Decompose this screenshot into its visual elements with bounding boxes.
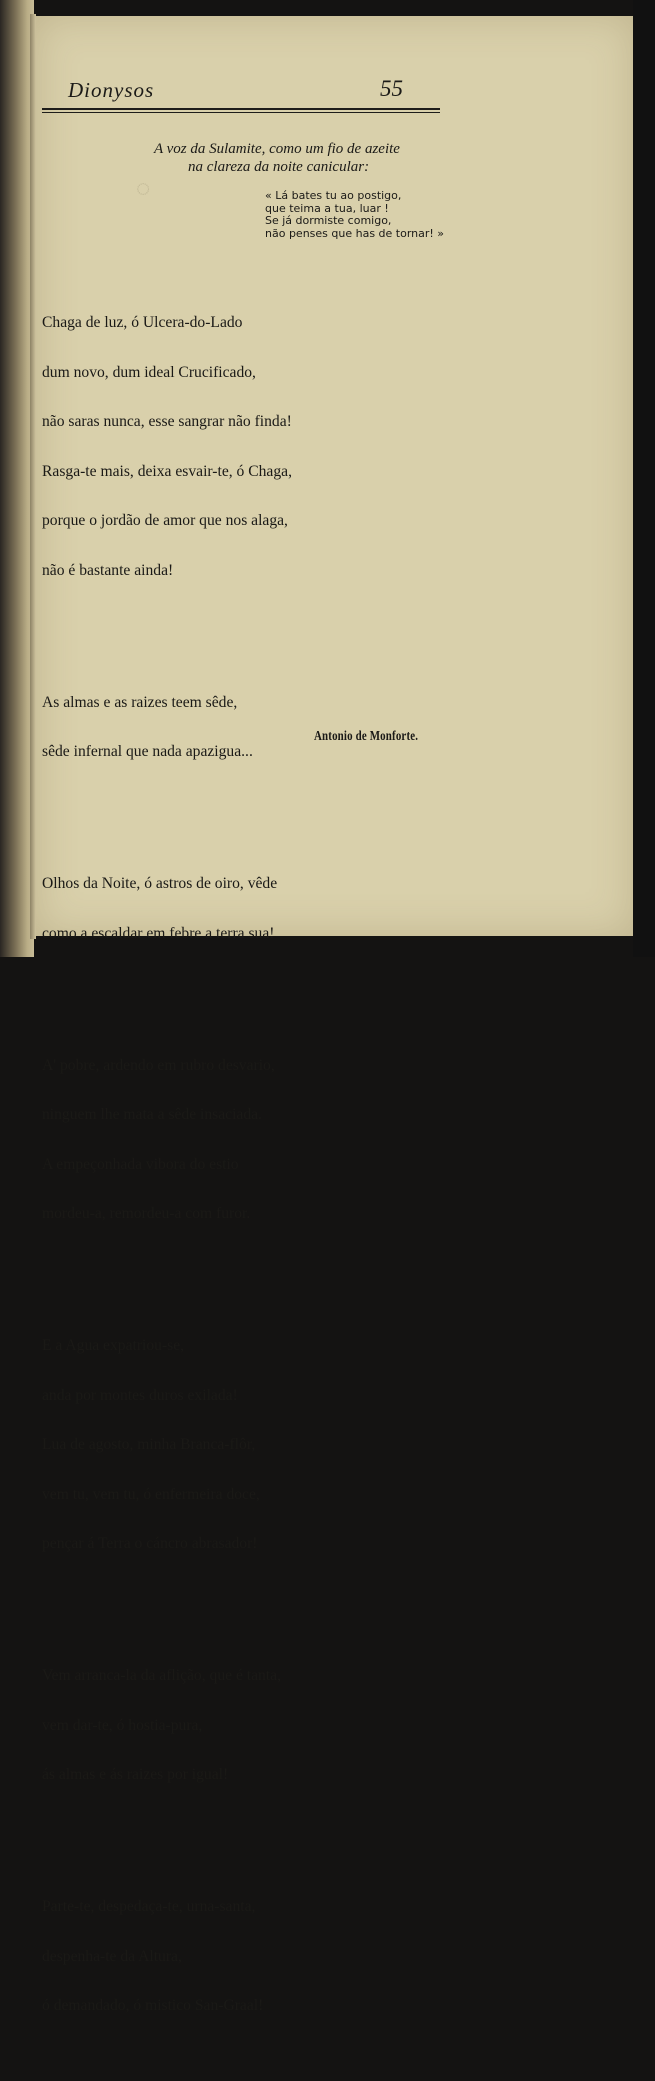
quote-line: « Lá bates tu ao postigo,: [265, 189, 402, 202]
quoted-verse: [265, 190, 444, 240]
epigraph-line: A voz da Sulamite, como um fio de azeite: [154, 141, 400, 157]
epigraph: [154, 140, 400, 176]
stanza: [42, 1635, 292, 1817]
epigraph-line: na clareza da noite canicular:: [188, 159, 370, 175]
verse-line: dum novo, dum ideal Crucificado,: [42, 363, 256, 381]
stanza: [42, 1305, 292, 1586]
verse-line: como a escaldar em febre a terra sua!: [42, 924, 275, 942]
verse-line: anda por montes duros exilada!: [42, 1386, 238, 1404]
stanza: [42, 662, 292, 794]
verse-line: ás almas e ás raizes por igual!: [42, 1766, 229, 1783]
verse-line: Olhos da Noite, ó astros de oiro, vêde: [42, 875, 278, 892]
author-signature: Antonio de Monforte.: [314, 729, 419, 744]
verse-line: mordeu-a, remordeu-a com furor.: [42, 1205, 251, 1222]
verse-line: porque o jordão de amor que nos alaga,: [42, 512, 288, 529]
verse-line: ninguem lhe mata a sêde insaciada.: [42, 1106, 262, 1123]
quote-line: não penses que has de tornar! »: [265, 226, 445, 240]
verse-line: pençar á Terra o cáncro abrasador!: [42, 1535, 258, 1552]
verse-line: As almas e as raizes teem sêde,: [42, 693, 238, 711]
verse-line: vem tu, vem tu, ó enfermeira doce,: [42, 1485, 260, 1503]
verse-line: não é bastante ainda!: [42, 561, 174, 579]
verse-line: A empeçonhada vibora do estio: [42, 1155, 239, 1173]
running-title: Dionysos: [68, 78, 155, 102]
verse-line: despenha-te da Altura,: [42, 1947, 182, 1965]
book-spine: [0, 0, 34, 957]
stanza: [42, 1866, 292, 2048]
quote-line: Se já dormiste comigo,: [265, 214, 392, 227]
verse-line: Chaga de luz, ó Ulcera-do-Lado: [42, 314, 243, 331]
poem-body: [42, 249, 292, 2081]
verse-line: Rasga-te mais, deixa esvair-te, ó Chaga,: [42, 462, 292, 480]
stanza: [42, 1025, 292, 1256]
quote-line: que teima a tua, luar !: [265, 201, 389, 215]
verse-line: Vem arranca-la da aflição, que é tanta,: [42, 1667, 281, 1684]
header-rule-thick: [42, 108, 440, 110]
verse-line: vem dar-te, ó hostia-pura,: [42, 1716, 203, 1734]
header-rule-thin: [42, 112, 440, 113]
stanza: [42, 282, 292, 612]
bleed-through: ◌: [136, 176, 151, 202]
verse-line: A' pobre, ardendo em rubro desvario,: [42, 1056, 275, 1074]
verse-line: E a Agua expatriou-se,: [42, 1337, 185, 1354]
verse-line: Parte-te, despedaça-te, urna-santa,: [42, 1898, 256, 1915]
stanza: [42, 843, 292, 975]
verse-line: Lua de agosto, minha Branca-flôr,: [42, 1436, 256, 1453]
verse-line: ó demandado, ó mistico San-Graal!: [42, 1997, 264, 2014]
page-number: 55: [380, 76, 403, 101]
verse-line: não saras nunca, esse sangrar não finda!: [42, 413, 292, 430]
verse-line: sêde infernal que nada apazigua...: [42, 743, 253, 760]
right-gutter: [633, 0, 655, 957]
